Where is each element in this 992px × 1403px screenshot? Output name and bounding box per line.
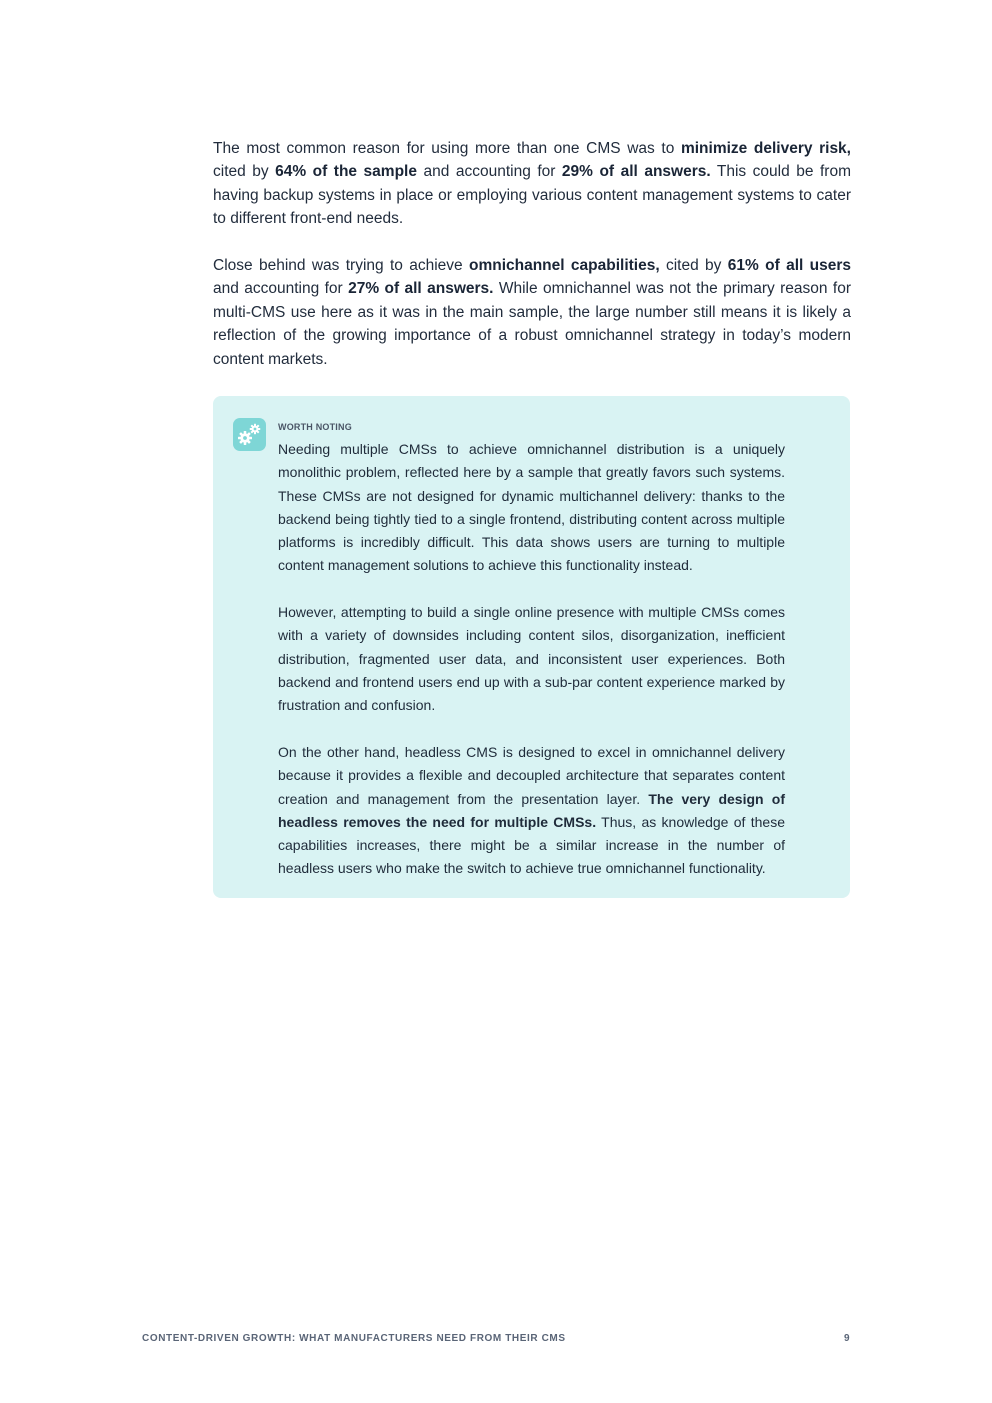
text-run: However, attempting to build a single online presence with multiple CMSs comes with a variety of downsides including content silos, disorganization, inefficient distribution, fragmented user data, and inconsistent user experiences. Both backend and frontend users end up with a sub-par content experience marked by frustration and confusion. [278, 604, 785, 714]
emphasis-text: 61% of all users [727, 257, 852, 274]
body-paragraph-2 [213, 254, 851, 371]
emphasis-text: 27% of all answers. [348, 280, 494, 298]
text-run: While omnichannel was not the primary reason for multi-CMS use here as it was in the main sample, the large number still means it is likely a reflection of the growing importance of a robust omnichannel strategy in today’s modern content markets. [213, 280, 851, 368]
text-run: The most common reason for using more than one CMS was to [213, 140, 681, 157]
text-run: Thus, as knowledge of these capabilities increases, there might be a similar increase in the number of headless users who make the switch to achieve true omnichannel functionality. [278, 813, 785, 877]
text-run: Needing multiple CMSs to achieve omnichannel distribution is a uniquely monolithic problem, reflected here by a sample that greatly favors such systems. These CMSs are not designed for dynamic multichannel delivery: thanks to the backend being tightly tied to a single frontend, distributing content across multiple platforms is incredibly difficult. This data shows users are turning to multiple content management solutions to achieve this functionality instead. [278, 441, 785, 574]
emphasis-text: 29% of all answers. [561, 163, 711, 181]
emphasis-text: omnichannel capabilities, [468, 257, 660, 274]
text-run: On the other hand, headless CMS is designed to excel in omnichannel delivery because it provides a flexible and decoupled architecture that separates content creation and management from the presentation layer. [278, 744, 785, 807]
text-run: and accounting for [416, 163, 562, 181]
callout-paragraph-1 [278, 438, 785, 578]
footer-title: CONTENT-DRIVEN GROWTH: WHAT MANUFACTURERS NEED FROM THEIR CMS [142, 1333, 566, 1344]
text-run: cited by [659, 257, 728, 274]
callout-eyebrow: WORTH NOTING [278, 422, 352, 432]
body-paragraph-1 [213, 137, 851, 231]
text-run: This could be from having backup systems in place or employing various content management systems to cater to different front-end needs. [213, 163, 851, 228]
emphasis-text: The very design of headless removes the need for multiple CMSs. [278, 790, 786, 830]
worth-noting-callout [213, 396, 850, 898]
gears-icon [233, 418, 266, 451]
callout-paragraph-3 [278, 741, 785, 881]
text-run: cited by [213, 163, 276, 181]
text-run: Close behind was trying to achieve [213, 257, 469, 274]
text-run: and accounting for [213, 280, 349, 298]
emphasis-text: 64% of the sample [275, 163, 417, 181]
emphasis-text: minimize delivery risk, [680, 140, 851, 157]
page-number: 9 [844, 1333, 850, 1344]
callout-paragraph-2 [278, 601, 785, 717]
